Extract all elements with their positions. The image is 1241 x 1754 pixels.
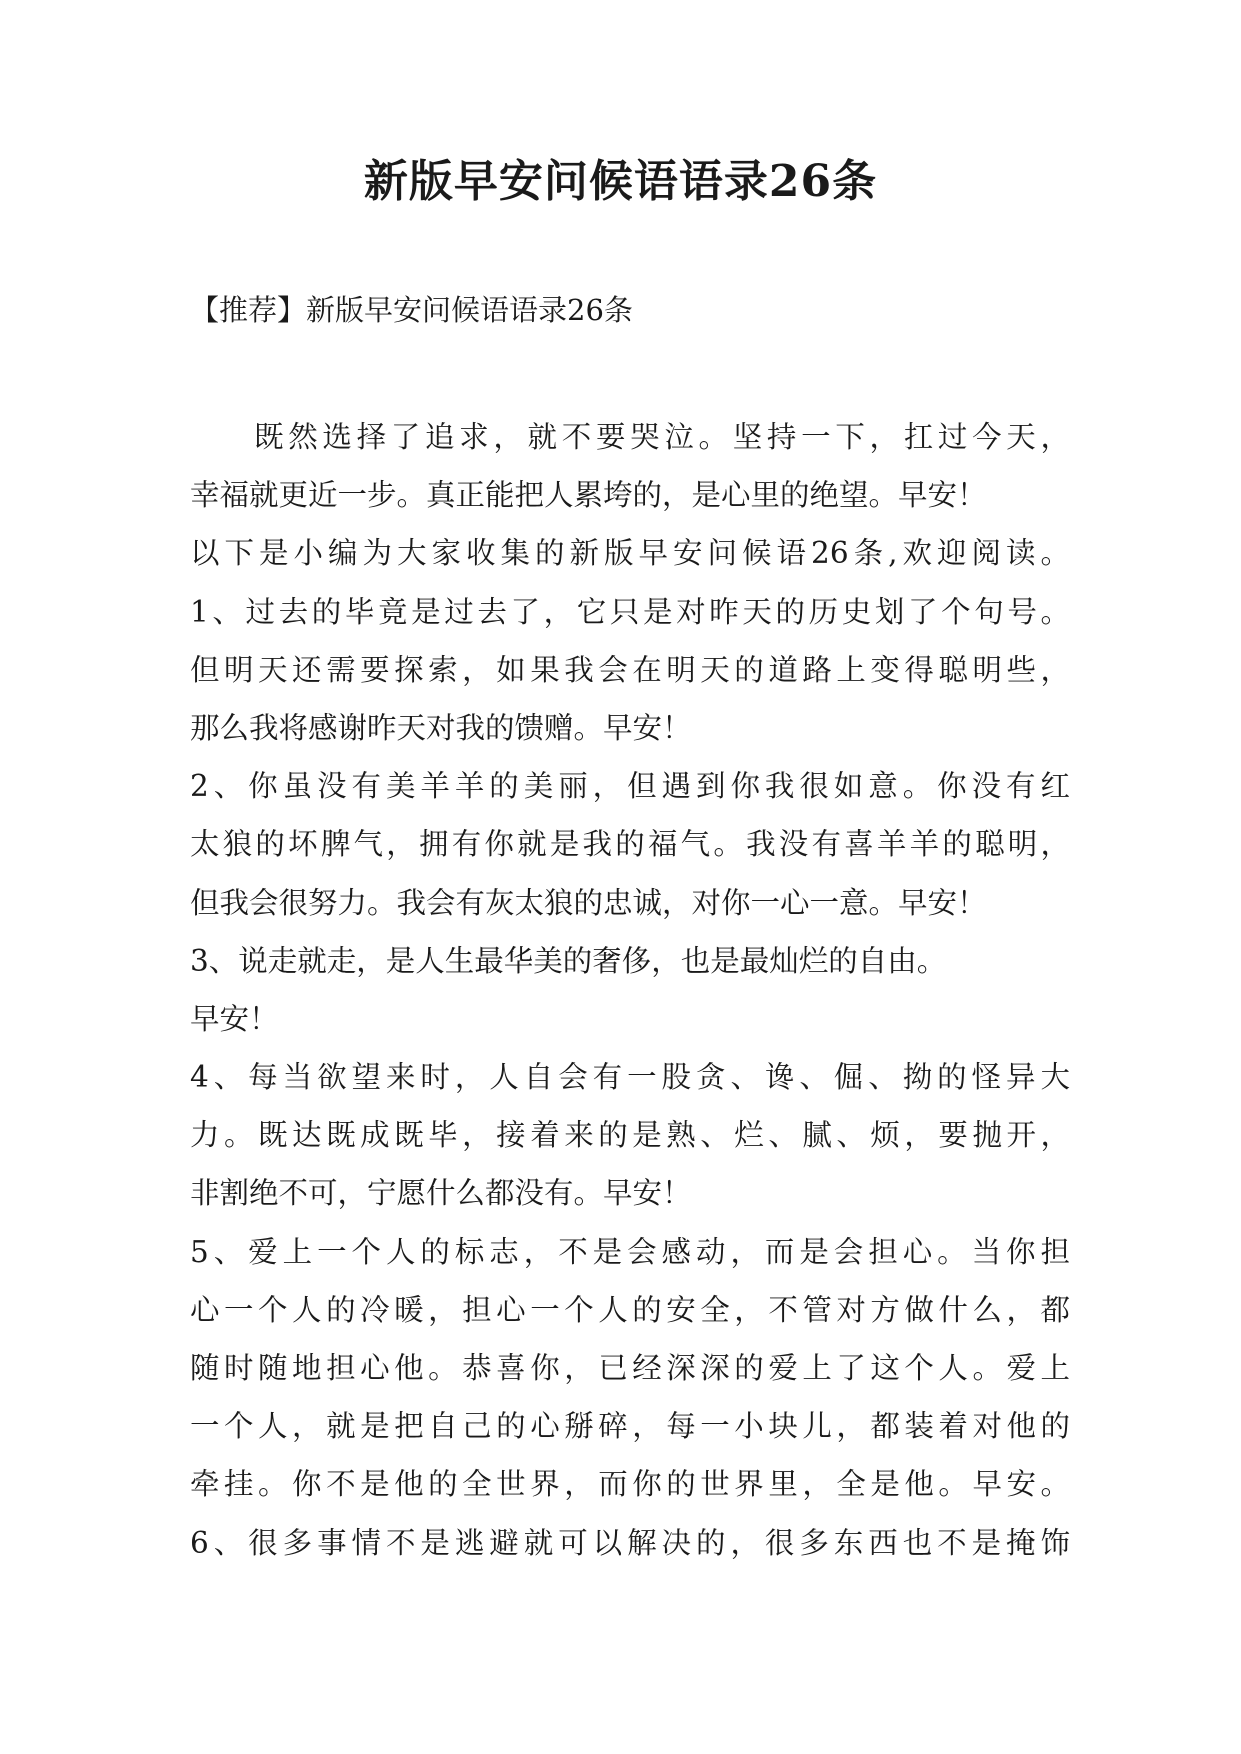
paragraph-line: 太狼的坏脾气，拥有你就是我的福气。我没有喜羊羊的聪明， (190, 827, 1070, 862)
document-subtitle: 【推荐】新版早安问候语语录26条 (190, 293, 633, 327)
paragraph-line: 3、说走就走，是人生最华美的奢侈，也是最灿烂的自由。 (190, 943, 947, 978)
paragraph-line: 牵挂。你不是他的全世界，而你的世界里，全是他。早安。 (190, 1467, 1070, 1502)
paragraph-line: 以下是小编为大家收集的新版早安问候语26条,欢迎阅读。 (190, 536, 1070, 571)
paragraph-line: 心一个人的冷暖，担心一个人的安全，不管对方做什么，都 (190, 1292, 1070, 1327)
paragraph-line: 力。既达既成既毕，接着来的是熟、烂、腻、烦，要抛开， (190, 1118, 1070, 1153)
paragraph-line: 但明天还需要探索，如果我会在明天的道路上变得聪明些， (190, 652, 1070, 687)
paragraph-line: 早安！ (190, 1001, 279, 1036)
paragraph-line: 5、爱上一个人的标志，不是会感动，而是会担心。当你担 (190, 1234, 1070, 1269)
paragraph-line: 4、每当欲望来时，人自会有一股贪、谗、倔、拗的怪异大 (190, 1060, 1070, 1095)
paragraph-line: 非割绝不可，宁愿什么都没有。早安！ (190, 1176, 692, 1211)
paragraph-line: 既然选择了追求，就不要哭泣。坚持一下，扛过今天， (254, 420, 1070, 454)
paragraph-line: 2、你虽没有美羊羊的美丽，但遇到你我很如意。你没有红 (190, 769, 1070, 804)
paragraph-line: 1、过去的毕竟是过去了，它只是对昨天的历史划了个句号。 (190, 594, 1070, 629)
paragraph-line: 幸福就更近一步。真正能把人累垮的，是心里的绝望。早安！ (190, 478, 987, 513)
paragraph-line: 随时随地担心他。恭喜你，已经深深的爱上了这个人。爱上 (190, 1351, 1070, 1385)
paragraph-line: 那么我将感谢昨天对我的馈赠。早安！ (190, 710, 692, 745)
paragraph-line: 一个人，就是把自己的心掰碎，每一小块儿，都装着对他的 (190, 1409, 1070, 1444)
document-body (190, 408, 1070, 1572)
paragraph-line: 6、很多事情不是逃避就可以解决的，很多东西也不是掩饰 (190, 1525, 1070, 1560)
document-title: 新版早安问候语语录26条 (363, 156, 878, 207)
paragraph-line: 但我会很努力。我会有灰太狼的忠诚，对你一心一意。早安！ (190, 885, 987, 920)
